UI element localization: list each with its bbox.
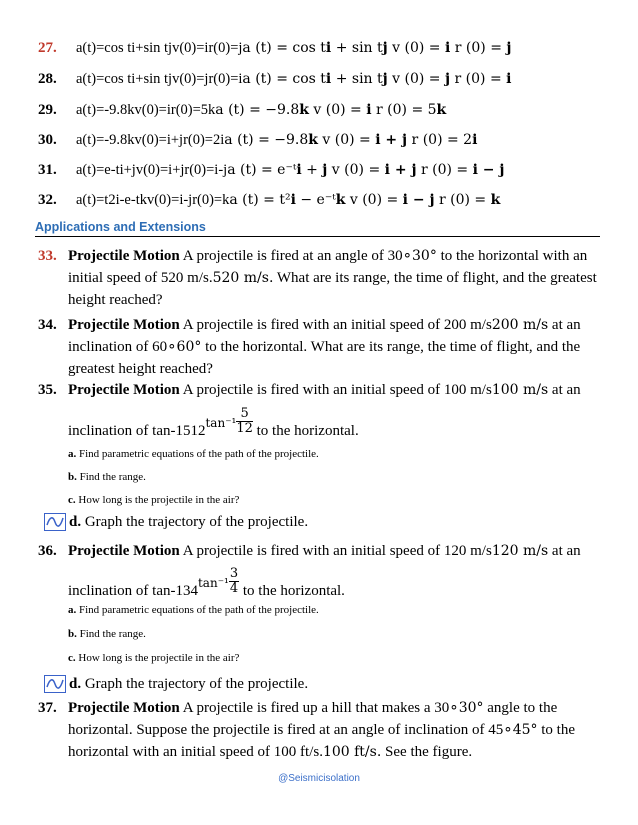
exercise-plain-text: a(t)=-9.8kv(0)=i+jr(0)=2i	[76, 132, 225, 148]
problem-37	[38, 697, 598, 763]
exercise-number: 32.	[38, 192, 57, 208]
vector-symbol: j	[506, 40, 512, 56]
angle-math: 30°	[458, 700, 484, 716]
angle-plain: 60∘	[152, 339, 177, 355]
math-text: r (0) = 5	[371, 102, 437, 118]
problem-33	[38, 245, 598, 311]
exercise-math	[242, 40, 511, 56]
problem-text: to the horizontal.	[252, 422, 359, 439]
speed-math: 100 ft/s.	[322, 744, 382, 760]
vector-symbol: i	[506, 71, 512, 87]
subpart-text: Find parametric equations of the path of the projectile.	[79, 604, 319, 616]
subpart-label: c.	[68, 494, 76, 506]
math-text: − e⁻ᵗ	[295, 192, 336, 208]
vector-symbol: j	[322, 162, 328, 178]
subpart-b	[68, 627, 146, 641]
exercise-row	[38, 69, 511, 89]
section-heading: Applications and Extensions	[35, 220, 600, 237]
subpart-text: Find the range.	[79, 628, 146, 640]
exercise-number: 31.	[38, 162, 57, 178]
math-text: v (0) =	[308, 102, 367, 118]
problem-36	[38, 540, 598, 562]
subpart-d	[44, 512, 308, 532]
watermark-footer: @Seismicisolation	[278, 773, 360, 784]
vector-symbol: j	[382, 71, 388, 87]
exercise-number: 29.	[38, 102, 57, 118]
vector-symbol: i	[296, 162, 302, 178]
problem-number: 37.	[38, 700, 57, 716]
speed-math: 520 m/s.	[212, 270, 274, 286]
exercise-math	[224, 132, 477, 148]
vector-symbol: i	[445, 40, 451, 56]
speed-math: 200 m/s	[491, 317, 549, 333]
problem-title: Projectile Motion	[68, 382, 180, 398]
vector-symbol: j	[382, 40, 388, 56]
problem-number: 36.	[38, 543, 57, 559]
subpart-a	[68, 447, 319, 461]
math-text: a (t) = −9.8	[215, 102, 300, 118]
exercise-row	[38, 160, 504, 180]
vector-symbol: i − j	[402, 192, 435, 208]
exercise-row	[38, 130, 477, 150]
speed-math: 100 m/s	[491, 382, 549, 398]
exercise-plain-text: a(t)=t2i-e-tkv(0)=i-jr(0)=k	[76, 192, 230, 208]
subpart-d	[44, 674, 308, 694]
vector-symbol: i	[472, 132, 478, 148]
vector-symbol: i + j	[375, 132, 408, 148]
problem-text: greatest height reached?	[68, 361, 213, 377]
math-text: + sin t	[331, 71, 383, 87]
exercise-math	[229, 192, 500, 208]
fraction-numerator: 3	[229, 566, 239, 581]
exercise-plain-text: a(t)=cos ti+sin tjv(0)=ir(0)=j	[76, 40, 243, 56]
exercise-math	[215, 102, 446, 118]
math-text: + sin t	[331, 40, 383, 56]
problem-title: Projectile Motion	[68, 248, 180, 264]
math-text: +	[301, 162, 323, 178]
angle-plain: tan-134	[152, 582, 198, 599]
graphing-calculator-icon	[44, 675, 66, 693]
fraction-numerator: 5	[236, 407, 253, 422]
problem-number: 34.	[38, 317, 57, 333]
exercise-row	[38, 190, 500, 210]
math-text: a (t) = e⁻ᵗ	[227, 162, 297, 178]
vector-symbol: i	[366, 102, 372, 118]
subpart-label: b.	[68, 471, 77, 483]
problem-text: height reached?	[68, 292, 163, 308]
problem-35	[38, 379, 598, 401]
problem-text: horizontal with an initial speed of	[68, 744, 274, 760]
subpart-label: c.	[68, 652, 76, 664]
vector-symbol: i + j	[384, 162, 417, 178]
exercise-plain-text: a(t)=cos ti+sin tjv(0)=jr(0)=i	[76, 71, 243, 87]
problem-title: Projectile Motion	[68, 700, 180, 716]
problem-number: 33.	[38, 248, 57, 264]
problem-36-line2	[38, 563, 598, 599]
speed-plain: 100 m/s	[443, 382, 492, 398]
speed-math: 120 m/s	[491, 543, 549, 559]
angle-plain: 30∘	[434, 700, 459, 716]
problem-text: inclination of	[68, 422, 153, 439]
exercise-number: 27.	[38, 40, 57, 56]
math-text: a (t) = −9.8	[224, 132, 309, 148]
problem-text: to the horizontal.	[239, 582, 345, 599]
subpart-text: How long is the projectile in the air?	[78, 494, 240, 506]
problem-text: at an	[548, 317, 581, 333]
fraction	[236, 407, 253, 436]
speed-plain: 200 m/s	[443, 317, 492, 333]
math-text: v (0) =	[387, 40, 445, 56]
problem-text: at an	[548, 382, 581, 398]
problem-title: Projectile Motion	[68, 317, 180, 333]
problem-text: A projectile is fired with an initial speed of	[179, 543, 444, 559]
subpart-text: Find the range.	[79, 471, 146, 483]
fraction	[229, 567, 239, 596]
math-text: r (0) = 2	[407, 132, 473, 148]
fraction-denominator: 12	[236, 421, 253, 436]
vector-symbol: k	[335, 192, 346, 208]
speed-plain: 520 m/s.	[160, 270, 213, 286]
problem-text: angle to the	[483, 700, 558, 716]
math-text: r (0) =	[434, 192, 491, 208]
problem-text: initial speed of	[68, 270, 161, 286]
vector-symbol: j	[445, 71, 451, 87]
vector-symbol: k	[299, 102, 309, 118]
problem-text: horizontal. Suppose the projectile is fired at an angle of inclination of	[68, 722, 489, 738]
math-text: r (0) =	[450, 71, 507, 87]
exercise-plain-text: a(t)=-9.8kv(0)=ir(0)=5k	[76, 102, 216, 118]
subpart-text: Graph the trajectory of the projectile.	[84, 514, 309, 530]
subpart-c	[68, 493, 239, 507]
vector-symbol: i	[290, 192, 296, 208]
exercise-math	[242, 71, 511, 87]
subpart-label: b.	[68, 628, 77, 640]
math-text: a (t) = t²	[229, 192, 291, 208]
problem-title: Projectile Motion	[68, 543, 180, 559]
math-text: r (0) =	[416, 162, 473, 178]
problem-text: A projectile is fired up a hill that makes a	[179, 700, 435, 716]
angle-plain: 30∘	[387, 248, 413, 264]
exercise-plain-text: a(t)=e-ti+jv(0)=i+jr(0)=i-j	[76, 162, 228, 178]
angle-math: 45°	[512, 722, 538, 738]
fraction-denominator: 4	[229, 581, 239, 596]
problem-number: 35.	[38, 382, 57, 398]
problem-text: What are its range, the time of flight, and the greatest	[273, 270, 597, 286]
math-text: a (t) = cos t	[242, 71, 326, 87]
speed-plain: 120 m/s	[443, 543, 492, 559]
math-text: a (t) = cos t	[242, 40, 326, 56]
subpart-label: d.	[69, 514, 82, 530]
problem-34	[38, 314, 598, 380]
angle-plain: tan-1512	[152, 422, 206, 439]
math-text: v (0) =	[345, 192, 403, 208]
subpart-text: Graph the trajectory of the projectile.	[84, 676, 309, 692]
exercise-math	[227, 162, 504, 178]
exercise-row	[38, 38, 511, 58]
angle-plain: 45∘	[488, 722, 513, 738]
exercise-row	[38, 100, 446, 120]
math-text: r (0) =	[450, 40, 507, 56]
math-text: v (0) =	[317, 132, 376, 148]
arctan-symbol: tan⁻¹	[205, 415, 237, 430]
math-text: v (0) =	[327, 162, 385, 178]
exercise-number: 30.	[38, 132, 57, 148]
problem-text: A projectile is fired with an initial speed of	[179, 317, 444, 333]
exercise-number: 28.	[38, 71, 57, 87]
problem-text: to the horizontal. What are its range, the time of flight, and the	[201, 339, 581, 355]
problem-text: A projectile is fired at an angle of	[179, 248, 388, 264]
problem-35-line2	[38, 403, 598, 439]
vector-symbol: k	[490, 192, 501, 208]
vector-symbol: k	[436, 102, 447, 118]
vector-symbol: i	[325, 71, 332, 87]
subpart-b	[68, 470, 146, 484]
problem-text: See the figure.	[381, 744, 473, 760]
subpart-a	[68, 603, 319, 617]
angle-math: 60°	[176, 339, 202, 355]
vector-symbol: i	[325, 40, 332, 56]
subpart-c	[68, 651, 239, 665]
vector-symbol: k	[308, 132, 318, 148]
problem-text: A projectile is fired with an initial speed of	[179, 382, 444, 398]
problem-text: to the horizontal with an	[436, 248, 588, 264]
graphing-calculator-icon	[44, 513, 66, 531]
speed-plain: 100 ft/s.	[273, 744, 323, 760]
subpart-text: How long is the projectile in the air?	[78, 652, 240, 664]
subpart-text: Find parametric equations of the path of the projectile.	[79, 448, 319, 460]
arctan-symbol: tan⁻¹	[197, 575, 229, 590]
subpart-label: a.	[68, 604, 77, 616]
subpart-label: a.	[68, 448, 77, 460]
subpart-label: d.	[69, 676, 82, 692]
angle-math: 30°	[412, 248, 437, 264]
math-text: v (0) =	[387, 71, 445, 87]
problem-text: inclination of	[68, 339, 153, 355]
problem-text: to the	[537, 722, 576, 738]
vector-symbol: i − j	[472, 162, 505, 178]
problem-text: at an	[548, 543, 581, 559]
problem-text: inclination of	[68, 582, 153, 599]
